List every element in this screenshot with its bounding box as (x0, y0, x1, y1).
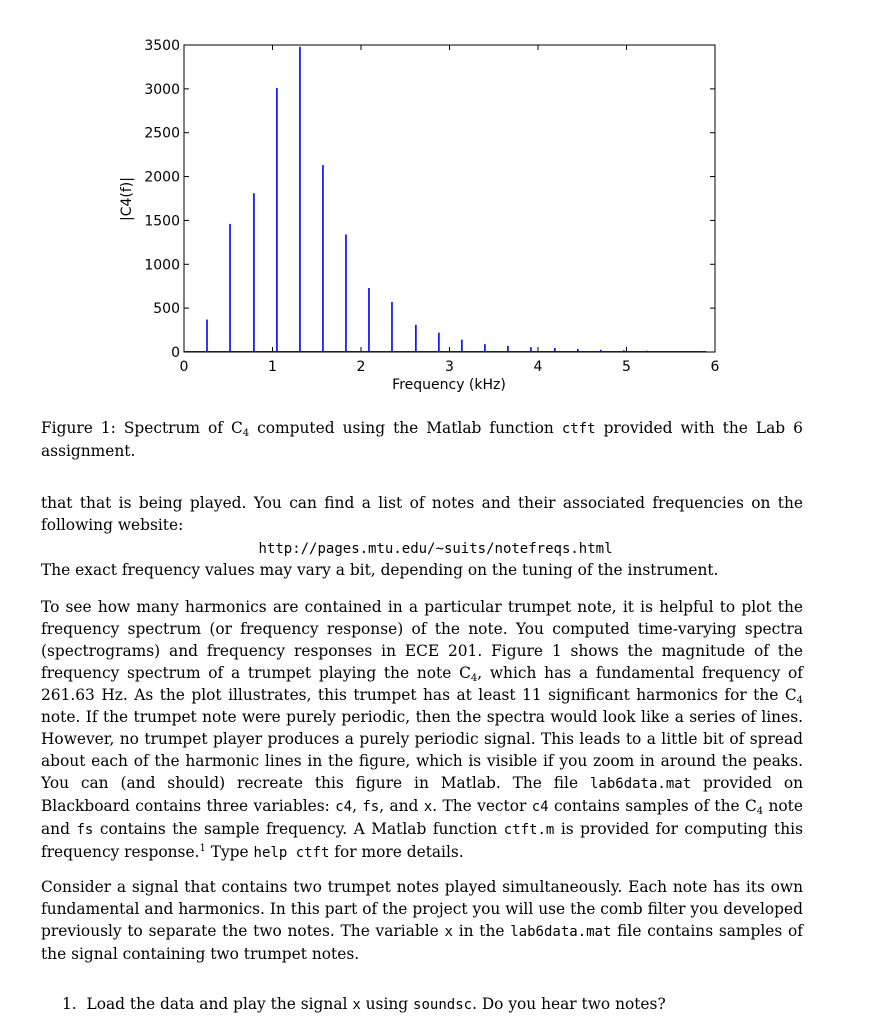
x-tick-label: 6 (710, 359, 720, 375)
x-axis-label: Frequency (kHz) (392, 377, 506, 393)
p3-text: , which has a fundamental frequency of 261.63 Hz. As the plot illustrates, this trumpet has at least 11 significant harmonics for the C (41, 664, 803, 704)
list-code: soundsc (413, 997, 473, 1013)
p4-text: file contains samples of the signal containing two trumpet notes. (41, 922, 803, 963)
caption-label: Figure 1: (41, 419, 116, 437)
y-tick-labels (144, 38, 180, 361)
x-tick-label: 1 (268, 359, 277, 375)
y-tick-label: 1500 (144, 213, 180, 230)
list-code: x (352, 997, 361, 1013)
paragraph-harmonics (41, 596, 803, 864)
paragraph-two-notes (41, 876, 803, 965)
p3-code: ctft.m (503, 822, 555, 838)
plot-area (184, 45, 715, 352)
figure-caption (41, 417, 803, 462)
p4-text: in the (452, 922, 511, 940)
url-part-a: http://pages.mtu.edu/ (258, 541, 436, 557)
spectrum-chart (0, 0, 871, 400)
caption-mid: computed using the Matlab function (257, 419, 554, 437)
x-tick-label: 0 (179, 359, 189, 375)
p3-text: . The vector (432, 797, 532, 815)
p3-sub: 4 (756, 806, 764, 817)
p3-text: To see how many harmonics are contained in a particular trumpet note, it is helpful to plot the frequency spectrum (or frequency response) of the note. You computed time-varying spectra (spectrograms) and frequency responses in ECE 201. Figure 1 shows the magnitude of the frequency spectrum of a trumpet playing the note C (41, 598, 803, 682)
p3-code: c4 (531, 799, 549, 815)
p3-sub: 4 (796, 695, 803, 706)
paragraph-tuning: The exact frequency values may vary a bit, depending on the tuning of the instrument. (41, 561, 719, 579)
p3-text: , (352, 797, 363, 815)
y-tick-label: 2500 (144, 125, 180, 142)
p3-code: help ctft (253, 845, 330, 861)
footnote-marker[interactable]: 1 (199, 843, 206, 854)
p4-code: lab6data.mat (510, 924, 612, 940)
p3-text: provided on Blackboard contains three variables: (41, 774, 803, 815)
paragraph-website: that that is being played. You can find a list of notes and their associated frequencies on the following website: (41, 494, 803, 534)
url-tilde: ~ (435, 541, 444, 557)
p3-code: x (423, 799, 433, 815)
caption-pre: Spectrum of C (123, 419, 243, 437)
url-part-b: suits/notefreqs.html (443, 541, 613, 557)
caption-post: provided with the Lab 6 assignment. (41, 419, 803, 460)
x-tick-label: 4 (533, 359, 543, 375)
p3-text: contains samples of the C (548, 797, 757, 815)
p3-text: is provided for computing this frequency response. (41, 820, 803, 861)
y-tick-label: 0 (171, 345, 180, 361)
x-tick-label: 5 (622, 359, 631, 375)
p3-text: contains the sample frequency. A Matlab function (93, 820, 504, 838)
p3-text: Type (205, 843, 254, 861)
p3-text: note and (41, 797, 803, 838)
y-tick-label: 1000 (144, 257, 180, 274)
x-tick-label: 3 (445, 359, 454, 375)
notefreqs-url[interactable] (0, 538, 871, 560)
y-tick-label: 3500 (144, 38, 180, 54)
y-axis-label: |C4(f)| (119, 177, 135, 221)
y-tick-label: 3000 (144, 81, 180, 98)
p3-code: fs (76, 822, 94, 838)
caption-sub: 4 (242, 428, 250, 439)
y-tick-label: 500 (153, 301, 180, 318)
p3-text: , and (379, 797, 424, 815)
list-item (62, 993, 666, 1016)
p3-code: lab6data.mat (589, 776, 692, 792)
list-number: 1. (62, 995, 77, 1013)
x-tick-label: 2 (356, 359, 366, 375)
p3-text: for more details. (329, 843, 464, 861)
x-tick-labels (180, 359, 720, 375)
p3-code: c4 (335, 799, 353, 815)
list-text: . Do you hear two notes? (472, 995, 666, 1013)
p3-text: note. If the trumpet note were purely periodic, then the spectra would look like a series of lines. However, no trumpet player produces a purely periodic signal. This leads to a little bit of spread about each of the harmonic lines in the figure, which is visible if you zoom in around the peaks. You can (and should) recreate this figure in Matlab. The file (41, 708, 803, 792)
list-text: using (360, 995, 414, 1013)
p4-text: Consider a signal that contains two trumpet notes played simultaneously. Each note has its own fundamental and harmonics. In this part of the project you will use the comb filter you developed previously to separate the two notes. The variable (41, 878, 803, 940)
p4-code: x (444, 924, 453, 940)
list-text: Load the data and play the signal (86, 995, 353, 1013)
caption-code: ctft (561, 421, 596, 437)
y-tick-label: 2000 (144, 169, 180, 186)
p3-code: fs (362, 799, 380, 815)
p3-sub: 4 (470, 673, 478, 684)
